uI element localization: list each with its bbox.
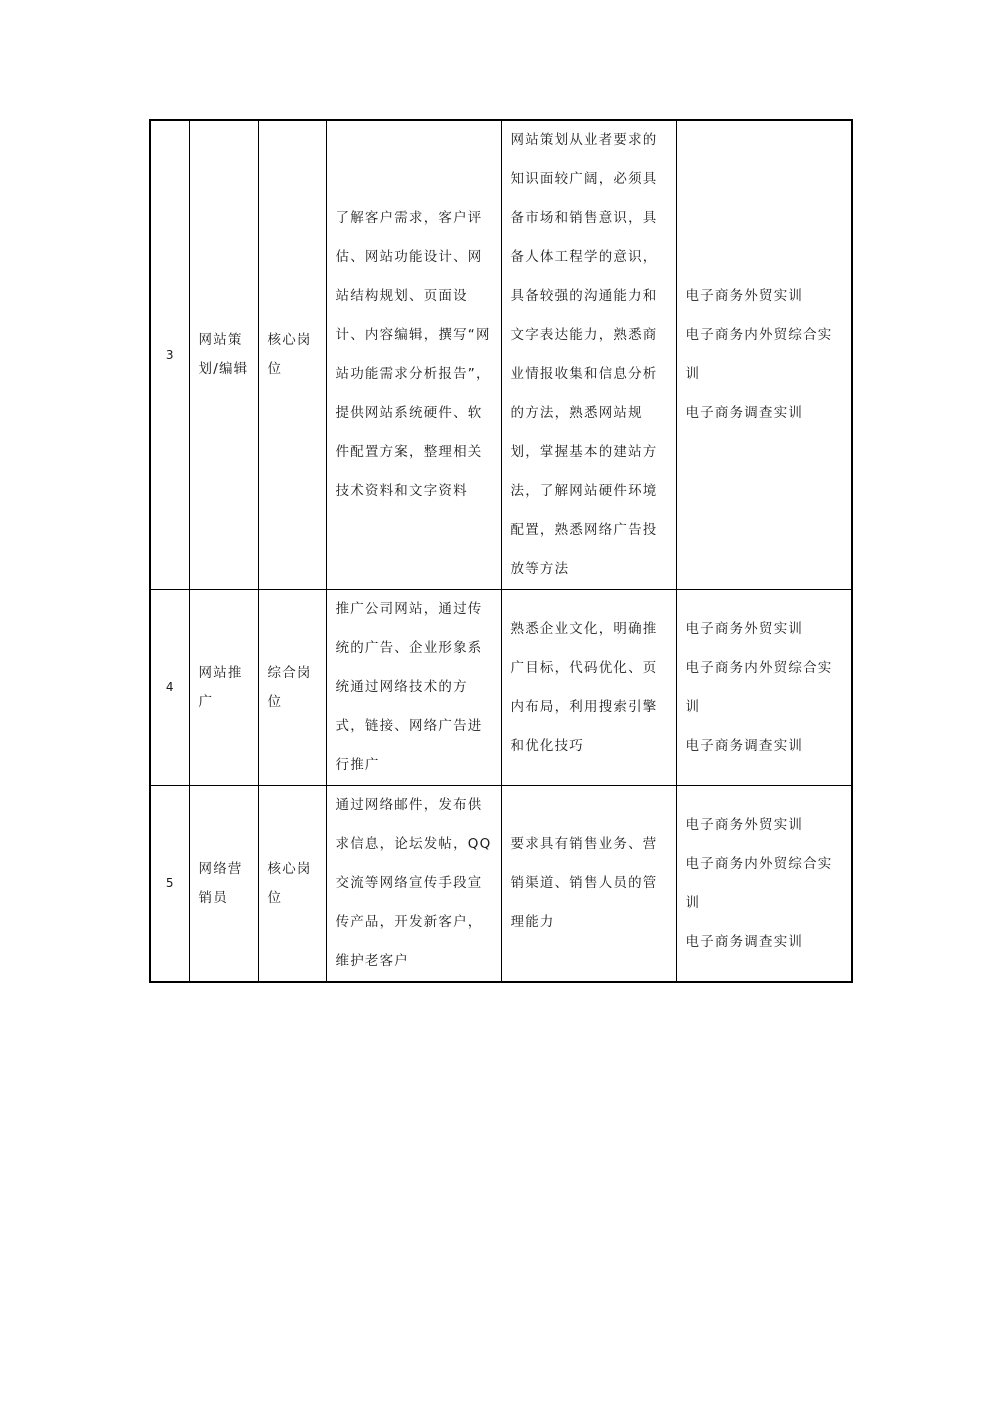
job-duties: 通过网络邮件，发布供求信息，论坛发帖，QQ交流等网络宣传手段宣传产品，开发新客户，维护老客户 [326, 786, 501, 983]
row-number: 4 [150, 590, 189, 786]
table-row [150, 590, 852, 786]
training-courses: 电子商务外贸实训 电子商务内外贸综合实训 电子商务调查实训 [676, 786, 852, 983]
training-courses: 电子商务外贸实训 电子商务内外贸综合实训 电子商务调查实训 [676, 120, 852, 590]
job-duties: 推广公司网站，通过传统的广告、企业形象系统通过网络技术的方式，链接、网络广告进行推广 [326, 590, 501, 786]
position-type: 核心岗位 [258, 786, 326, 983]
job-requirements: 熟悉企业文化，明确推广目标，代码优化、页内布局，利用搜索引擎和优化技巧 [501, 590, 676, 786]
job-requirements: 网站策划从业者要求的知识面较广阔，必须具备市场和销售意识，具备人体工程学的意识，具备较强的沟通能力和文字表达能力，熟悉商业情报收集和信息分析的方法，熟悉网站规划，掌握基本的建站方法，了解网站硬件环境配置，熟悉网络广告投放等方法 [501, 120, 676, 590]
job-requirements: 要求具有销售业务、营销渠道、销售人员的管理能力 [501, 786, 676, 983]
job-position-table [149, 119, 853, 983]
position-type: 综合岗位 [258, 590, 326, 786]
row-number: 5 [150, 786, 189, 983]
table-row [150, 786, 852, 983]
position-name: 网站策划/编辑 [189, 120, 258, 590]
job-duties: 了解客户需求，客户评估、网站功能设计、网站结构规划、页面设计、内容编辑，撰写“网站功能需求分析报告”，提供网站系统硬件、软件配置方案，整理相关技术资料和文字资料 [326, 120, 501, 590]
position-name: 网站推广 [189, 590, 258, 786]
table-row [150, 120, 852, 590]
position-type: 核心岗位 [258, 120, 326, 590]
position-name: 网络营销员 [189, 786, 258, 983]
training-courses: 电子商务外贸实训 电子商务内外贸综合实训 电子商务调查实训 [676, 590, 852, 786]
row-number: 3 [150, 120, 189, 590]
